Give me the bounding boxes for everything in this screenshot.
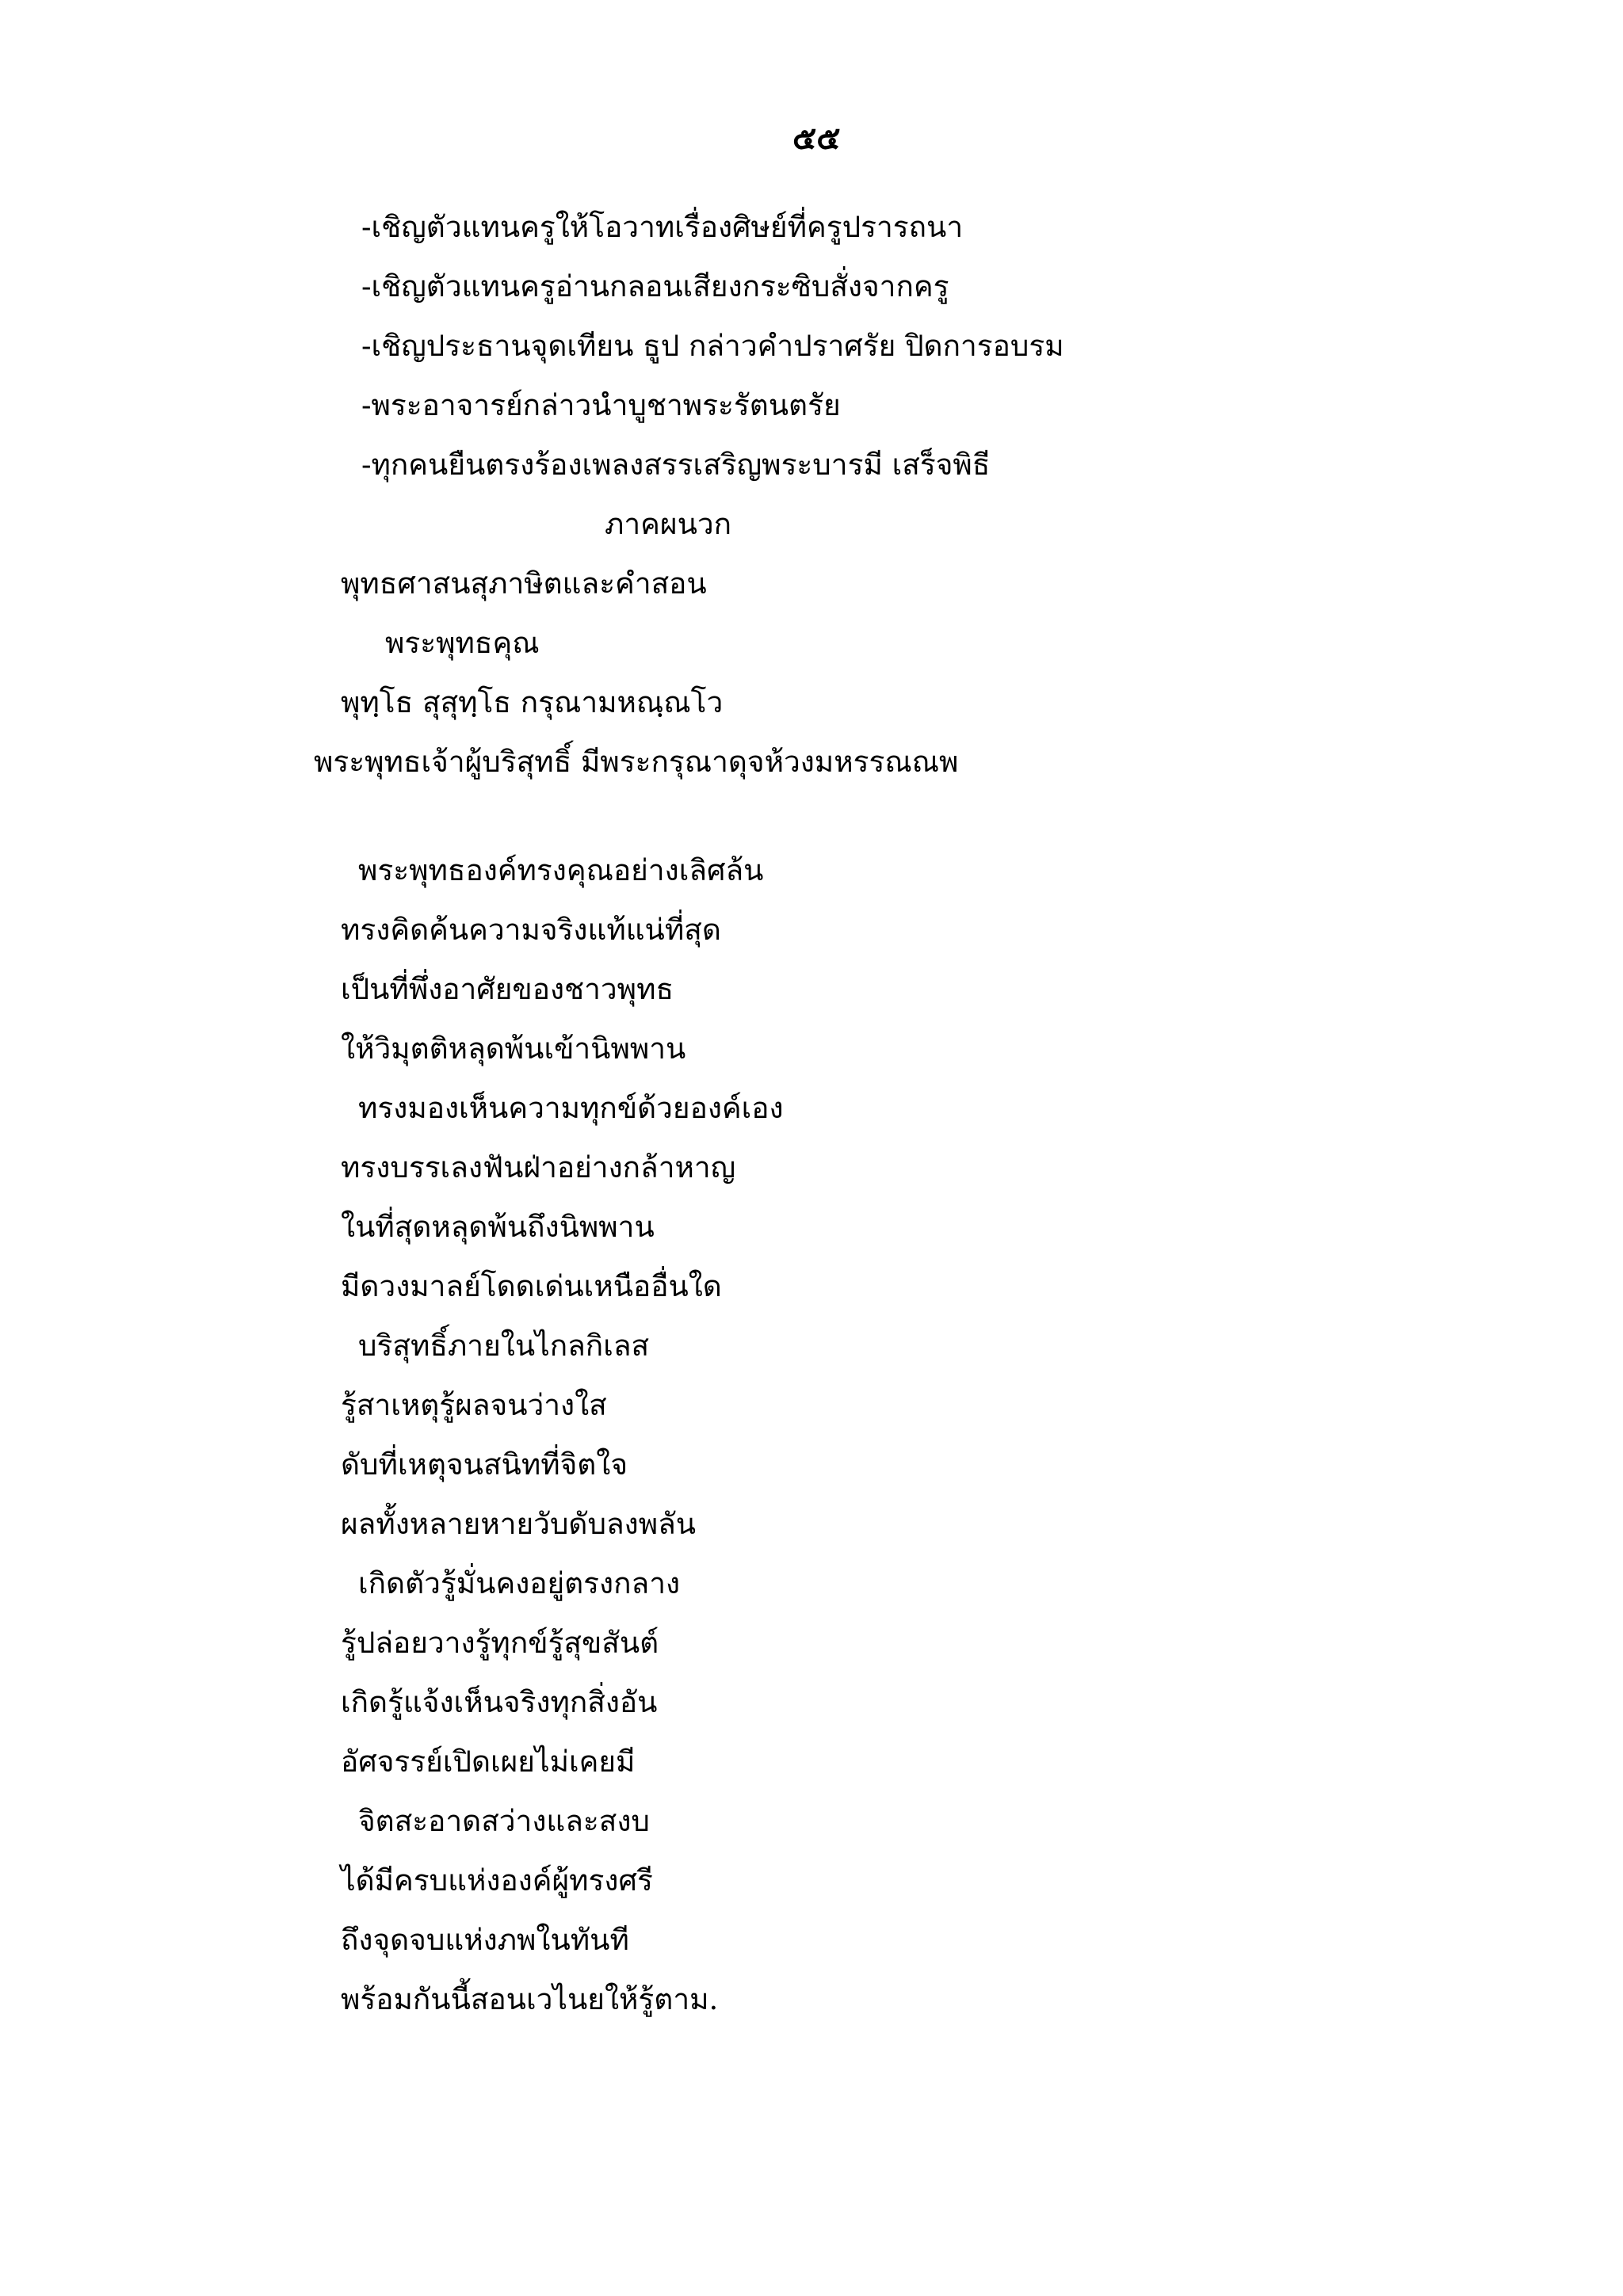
ceremony-step: -ทุกคนยืนตรงร้องเพลงสรรเสริญพระบารมี เสร็จพิธี [361,448,991,482]
poem-line: เกิดรู้แจ้งเห็นจริงทุกสิ่งอัน [341,1685,658,1719]
poem-line: บริสุทธิ์ภายในไกลกิเลส [358,1329,650,1363]
poem-line: ทรงคิดค้นความจริงแท้แน่ที่สุด [341,913,721,947]
poem-line: ให้วิมุตติหลุดพ้นเข้านิพพาน [341,1032,686,1066]
poem-line: ผลทั้งหลายหายวับดับลงพลัน [341,1507,697,1541]
section-title: พุทธศาสนสุภาษิตและคำสอน [341,566,707,601]
poem-line: รู้ปล่อยวางรู้ทุกข์รู้สุขสันต์ [341,1626,659,1660]
poem-line: ถึงจุดจบแห่งภพในทันที [341,1923,629,1957]
pali-translation: พระพุทธเจ้าผู้บริสุทธิ์ มีพระกรุณาดุจห้วงมหรรณณพ [314,745,959,779]
ceremony-step: -เชิญตัวแทนครูอ่านกลอนเสียงกระซิบสั่งจากครู [361,269,949,303]
poem-line: ดับที่เหตุจนสนิทที่จิตใจ [341,1447,628,1482]
poem-line: เป็นที่พึ่งอาศัยของชาวพุทธ [341,972,674,1006]
ceremony-step: -เชิญตัวแทนครูให้โอวาทเรื่องศิษย์ที่ครูปรารถนา [361,210,964,244]
poem-line: จิตสะอาดสว่างและสงบ [358,1804,650,1838]
pali-verse: พุทฺโธ สุสุทฺโธ กรุณามหณฺณโว [341,685,724,719]
appendix-heading: ภาคผนวก [605,507,732,541]
ceremony-step: -เชิญประธานจุดเทียน ธูป กล่าวคำปราศรัย ปิดการอบรม [361,329,1064,363]
poem-line: รู้สาเหตุรู้ผลจนว่างใส [341,1388,607,1422]
poem-line: ในที่สุดหลุดพ้นถึงนิพพาน [341,1210,655,1244]
ceremony-step: -พระอาจารย์กล่าวนำบูชาพระรัตนตรัย [361,388,841,422]
subsection-title: พระพุทธคุณ [385,626,540,660]
poem-line: เกิดตัวรู้มั่นคงอยู่ตรงกลาง [358,1566,681,1600]
poem-line: ทรงมองเห็นความทุกข์ด้วยองค์เอง [358,1091,784,1125]
poem-line: มีดวงมาลย์โดดเด่นเหนืออื่นใด [341,1269,722,1303]
page-number: ๕๕ [792,120,841,157]
poem-line: ทรงบรรเลงฟันฝ่าอย่างกล้าหาญ [341,1150,736,1184]
poem-line: พร้อมกันนี้สอนเวไนยให้รู้ตาม. [341,1982,719,2016]
poem-line: พระพุทธองค์ทรงคุณอย่างเลิศล้น [358,853,764,887]
poem-line: ได้มีครบแห่งองค์ผู้ทรงศรี [341,1863,653,1897]
poem-line: อัศจรรย์เปิดเผยไม่เคยมี [341,1745,636,1779]
